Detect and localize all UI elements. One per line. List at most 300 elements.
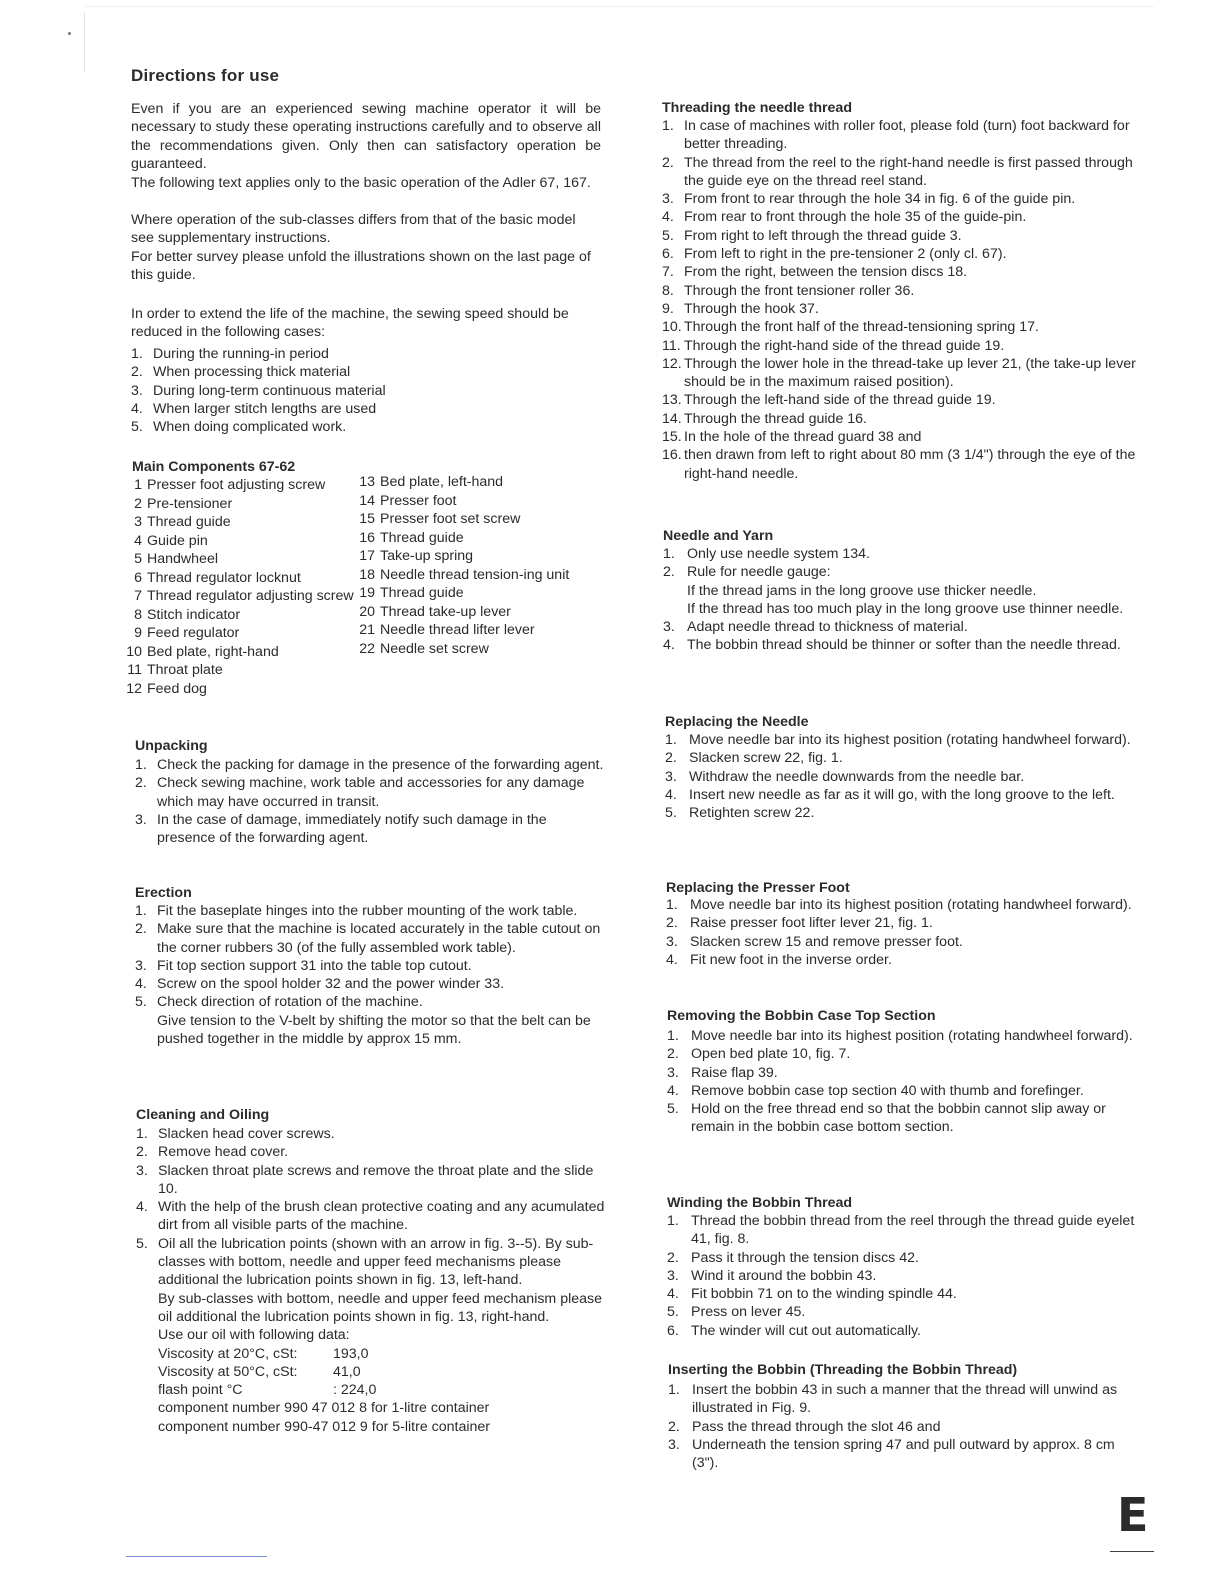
item-number: 2 xyxy=(134,495,142,512)
item-text: Take-up spring xyxy=(380,548,474,564)
speed-intro: In order to extend the life of the machine, the sewing speed should be reduced in the following cases: xyxy=(131,306,569,341)
item-number: 7 xyxy=(134,588,142,604)
list-item xyxy=(136,1162,610,1199)
item-text: Wind it around the bobbin 43. xyxy=(691,1267,877,1284)
list-item xyxy=(135,774,607,811)
oil-value: : 224,0 xyxy=(333,1382,377,1399)
inserting-list xyxy=(668,1381,1140,1472)
list-item xyxy=(122,569,370,588)
item-number: 1. xyxy=(135,757,147,773)
item-number: 9. xyxy=(662,300,674,317)
item-text: then drawn from left to right about 80 mm (3 1/4") through the eye of the right-hand needle. xyxy=(684,447,1136,482)
item-text: Open bed plate 10, fig. 7. xyxy=(691,1046,851,1063)
item-number: 1. xyxy=(662,118,674,134)
list-item xyxy=(662,227,1140,245)
item-text: When processing thick material xyxy=(153,364,351,381)
item-number: 5. xyxy=(662,227,674,244)
list-item xyxy=(122,606,370,625)
item-text: Slacken throat plate screws and remove the throat plate and the slide 10. xyxy=(158,1162,594,1197)
list-item xyxy=(665,731,1139,749)
list-item xyxy=(662,154,1140,191)
list-item xyxy=(667,1285,1140,1303)
item-number: 5. xyxy=(131,419,143,436)
intro-paragraph-4: For better survey please unfold the illustrations shown on the last page of this guide. xyxy=(131,249,591,284)
item-number: 3. xyxy=(135,957,147,974)
item-text: Feed regulator xyxy=(147,625,240,641)
needle-rule-thick xyxy=(663,582,1139,600)
item-number: 4. xyxy=(665,786,677,803)
item-text: Fit top section support 31 into the table top cutout. xyxy=(157,957,472,974)
oil-label: Viscosity at 20°C, cSt: xyxy=(158,1345,298,1362)
list-item xyxy=(667,1267,1140,1285)
item-text: Move needle bar into its highest position (rotating handwheel forward). xyxy=(690,897,1132,913)
list-item xyxy=(662,428,1140,446)
item-text: From front to rear through the hole 34 in fig. 6 of the guide pin. xyxy=(684,191,1076,208)
list-item xyxy=(666,914,1140,932)
list-item xyxy=(662,208,1140,226)
oil-label: flash point °C xyxy=(158,1382,243,1399)
bobbin-case-heading: Removing the Bobbin Case Top Section xyxy=(667,1008,936,1024)
item-number: 1 xyxy=(134,477,142,493)
list-item xyxy=(667,1064,1140,1082)
item-text: Check sewing machine, work table and accessories for any damage which may have occurred in transit. xyxy=(157,775,585,810)
item-text: Hold on the free thread end so that the bobbin cannot slip away or remain in the bobbin case bottom section. xyxy=(691,1101,1106,1136)
item-number: 1. xyxy=(667,1028,679,1044)
item-text: Move needle bar into its highest position (rotating handwheel forward). xyxy=(691,1028,1133,1044)
item-number: 18 xyxy=(359,566,375,583)
item-number: 7. xyxy=(662,264,674,281)
item-number: 2. xyxy=(135,921,147,938)
item-text: Throat plate xyxy=(147,662,223,678)
list-item xyxy=(666,896,1140,914)
threading-heading: Threading the needle thread xyxy=(662,100,852,116)
item-text: With the help of the brush clean protective coating and any acumulated dirt from all visible parts of the machine. xyxy=(158,1199,605,1234)
list-item xyxy=(667,1100,1140,1137)
item-number: 2. xyxy=(662,154,674,171)
list-item xyxy=(355,621,585,640)
item-number: 3. xyxy=(662,191,674,208)
intro-paragraph-3: Where operation of the sub-classes differs from that of the basic model see supplementary instructions. xyxy=(131,212,576,247)
list-item xyxy=(135,902,607,920)
item-number: 5. xyxy=(667,1304,679,1321)
oil-viscosity-20 xyxy=(136,1345,610,1363)
item-text: Use our oil with following data: xyxy=(158,1327,350,1344)
item-text: Stitch indicator xyxy=(147,606,241,623)
components-list-left xyxy=(122,476,370,698)
winding-list xyxy=(667,1212,1140,1340)
list-item xyxy=(122,680,370,699)
list-item xyxy=(663,636,1139,654)
item-number: 21 xyxy=(359,622,375,638)
item-text: From the right, between the tension discs 18. xyxy=(684,264,968,281)
list-item xyxy=(135,756,607,774)
item-text: Presser foot xyxy=(380,492,457,509)
item-text: Bed plate, right-hand xyxy=(147,643,279,660)
item-text: By sub-classes with bottom, needle and upper feed mechanism please oil additional the lubrication points shown in fig. 13, right-hand. xyxy=(158,1290,603,1325)
list-item xyxy=(355,529,587,548)
unpacking-list xyxy=(135,756,607,847)
needle-yarn-heading: Needle and Yarn xyxy=(663,528,774,544)
item-number: 4. xyxy=(131,400,143,417)
item-text: Thread regulator adjusting screw xyxy=(147,588,354,604)
item-number: 1. xyxy=(131,346,143,362)
item-number: 3. xyxy=(136,1162,148,1179)
cleaning-list xyxy=(136,1125,610,1436)
list-item xyxy=(665,768,1139,786)
item-text: If the thread has too much play in the long groove use thinner needle. xyxy=(687,600,1124,617)
list-item xyxy=(135,920,607,957)
erection-list xyxy=(135,902,607,1048)
list-item xyxy=(135,957,607,975)
item-number: 2. xyxy=(668,1418,680,1435)
oil-label: Viscosity at 50°C, cSt: xyxy=(158,1363,298,1380)
item-number: 1. xyxy=(666,897,678,913)
item-number: 4. xyxy=(136,1199,148,1216)
item-text: Pass it through the tension discs 42. xyxy=(691,1249,919,1266)
item-text: Handwheel xyxy=(147,551,218,567)
item-number: 4. xyxy=(663,637,675,654)
erection-heading: Erection xyxy=(135,885,192,901)
list-item xyxy=(662,190,1140,208)
item-number: 3. xyxy=(663,619,675,636)
item-text: Remove bobbin case top section 40 with thumb and forefinger. xyxy=(691,1082,1084,1099)
list-item xyxy=(136,1143,610,1161)
list-item xyxy=(667,1322,1140,1340)
list-item xyxy=(135,975,607,993)
item-number: 11. xyxy=(662,337,681,354)
item-number: 8 xyxy=(134,606,142,623)
list-item xyxy=(662,318,1140,336)
item-text: Check the packing for damage in the presence of the forwarding agent. xyxy=(157,757,604,773)
item-text: Slacken head cover screws. xyxy=(158,1126,335,1142)
item-number: 20 xyxy=(359,603,375,620)
item-number: 6. xyxy=(662,246,674,263)
item-text: Needle thread lifter lever xyxy=(380,622,535,638)
oil-value: 41,0 xyxy=(333,1363,361,1380)
needle-yarn-list xyxy=(663,545,1139,655)
list-item xyxy=(668,1381,1140,1418)
item-text: Check direction of rotation of the machine. xyxy=(157,994,423,1011)
list-item xyxy=(667,1249,1140,1267)
list-item xyxy=(355,584,587,603)
item-text: Pass the thread through the slot 46 and xyxy=(692,1418,941,1435)
intro-paragraph-2: The following text applies only to the basic operation of the Adler 67, 167. xyxy=(131,175,591,191)
list-item xyxy=(663,545,1139,563)
list-item-note xyxy=(136,1290,610,1327)
item-number: 2. xyxy=(666,915,678,932)
list-item xyxy=(667,1045,1140,1063)
item-number: 5. xyxy=(136,1235,148,1252)
scan-blue-line xyxy=(126,1556,267,1557)
list-item xyxy=(667,1027,1140,1045)
item-number: 4. xyxy=(666,951,678,968)
list-item xyxy=(667,1212,1140,1249)
list-item xyxy=(662,410,1140,428)
needle-rule-thin xyxy=(663,600,1139,618)
item-text: Adapt needle thread to thickness of material. xyxy=(687,619,968,636)
item-text: Screw on the spool holder 32 and the power winder 33. xyxy=(157,976,505,993)
item-number: 9 xyxy=(134,625,142,641)
list-item xyxy=(667,1303,1140,1321)
item-text: Slacken screw 22, fig. 1. xyxy=(689,750,843,767)
list-item xyxy=(662,446,1140,483)
replace-foot-heading: Replacing the Presser Foot xyxy=(666,880,850,896)
item-text: During the running-in period xyxy=(153,346,329,362)
item-text: Rule for needle gauge: xyxy=(687,564,831,581)
list-item xyxy=(355,473,587,492)
item-text: If the thread jams in the long groove use thicker needle. xyxy=(687,582,1037,599)
item-text: Give tension to the V-belt by shifting the motor so that the belt can be pushed together in the middle by approx 15 mm. xyxy=(157,1012,591,1048)
item-text: In the hole of the thread guard 38 and xyxy=(684,429,922,446)
item-text: Insert the bobbin 43 in such a manner that the thread will unwind as illustrated in Fig. 9. xyxy=(692,1382,1118,1417)
item-text: Insert new needle as far as it will go, with the long groove to the left. xyxy=(689,786,1115,803)
item-text: Through the front tensioner roller 36. xyxy=(684,282,915,299)
list-item xyxy=(131,363,601,381)
item-text: Fit bobbin 71 on to the winding spindle 44. xyxy=(691,1286,957,1303)
item-text: In the case of damage, immediately notify such damage in the presence of the forwarding agent. xyxy=(157,811,547,847)
item-text: Thread regulator locknut xyxy=(147,569,301,586)
item-number: 12. xyxy=(662,355,682,372)
list-item xyxy=(665,749,1139,767)
item-number: 5 xyxy=(134,551,142,567)
list-item xyxy=(665,804,1139,822)
item-number: 3. xyxy=(131,382,143,399)
item-text: Thread the bobbin thread from the reel through the thread guide eyelet 41, fig. 8. xyxy=(691,1213,1135,1248)
list-item xyxy=(355,510,587,529)
list-item xyxy=(662,300,1140,318)
speed-list xyxy=(131,345,601,436)
list-item xyxy=(662,245,1140,263)
item-number: 3. xyxy=(668,1436,680,1453)
item-text: The thread from the reel to the right-hand needle is first passed through the guide eye on the thread reel stand. xyxy=(684,154,1133,189)
item-number: 16. xyxy=(662,447,682,464)
item-text: Slacken screw 15 and remove presser foot. xyxy=(690,933,963,950)
item-number: 14 xyxy=(359,492,375,509)
list-item xyxy=(122,661,370,680)
item-text: Oil all the lubrication points (shown with an arrow in fig. 3--5). By sub-classes with bottom, needle and upper feed mechanisms please additional the lubrication points shown in fig. 13, left-hand. xyxy=(158,1235,594,1289)
oil-flash-point xyxy=(136,1381,610,1399)
components-list-right xyxy=(355,473,587,658)
item-text: The winder will cut out automatically. xyxy=(691,1322,921,1339)
scan-speck xyxy=(68,32,71,35)
item-number: 3. xyxy=(135,811,147,828)
scan-top-edge xyxy=(84,6,1154,7)
item-number: 12 xyxy=(126,680,142,697)
list-item xyxy=(135,993,607,1011)
item-text: Thread guide xyxy=(380,585,464,601)
item-text: From rear to front through the hole 35 of the guide-pin. xyxy=(684,209,1027,226)
list-item xyxy=(662,117,1140,154)
page-section-letter: E xyxy=(1117,1488,1149,1542)
item-number: 6 xyxy=(134,569,142,586)
item-text: Pre-tensioner xyxy=(147,495,233,512)
item-number: 5. xyxy=(135,994,147,1011)
list-item xyxy=(136,1125,610,1143)
item-number: 4. xyxy=(667,1286,679,1303)
item-text: Presser foot set screw xyxy=(380,511,521,527)
item-number: 1. xyxy=(667,1213,679,1229)
intro-paragraph-1: Even if you are an experienced sewing machine operator it will be necessary to study these operating instructions carefully and to observe all the recommendations given. Only then can satisfactory operation be guaranteed. xyxy=(131,101,601,172)
replace-needle-list xyxy=(665,731,1139,822)
item-text: Through the lower hole in the thread-take up lever 21, (the take-up lever should be in the maximum raised position). xyxy=(684,355,1136,391)
list-item xyxy=(131,400,601,418)
item-number: 3 xyxy=(134,514,142,530)
item-number: 2. xyxy=(667,1046,679,1063)
item-text: Guide pin xyxy=(147,532,208,549)
item-text: Presser foot adjusting screw xyxy=(147,477,326,493)
list-item xyxy=(667,1082,1140,1100)
list-item xyxy=(131,382,601,400)
list-item xyxy=(122,587,357,606)
item-text: When doing complicated work. xyxy=(153,419,347,436)
item-number: 4. xyxy=(667,1082,679,1099)
list-item xyxy=(662,391,1140,409)
list-item xyxy=(662,263,1140,281)
item-text: Thread guide xyxy=(380,529,464,546)
item-number: 3. xyxy=(665,768,677,785)
bottom-rule xyxy=(1110,1551,1154,1552)
item-text: Withdraw the needle downwards from the needle bar. xyxy=(689,768,1025,785)
item-number: 1. xyxy=(135,903,147,919)
oil-viscosity-50 xyxy=(136,1363,610,1381)
item-number: 13 xyxy=(359,474,375,490)
item-number: 8. xyxy=(662,282,674,299)
item-text: Through the left-hand side of the thread guide 19. xyxy=(684,392,996,409)
item-number: 13. xyxy=(662,392,682,409)
item-text: During long-term continuous material xyxy=(153,382,386,399)
item-text: The bobbin thread should be thinner or softer than the needle thread. xyxy=(687,637,1121,654)
list-item xyxy=(663,563,1139,581)
list-item xyxy=(122,550,370,569)
item-number: 2. xyxy=(131,364,143,381)
item-number: 11 xyxy=(127,662,142,678)
item-number: 16 xyxy=(359,529,375,546)
list-item xyxy=(663,618,1139,636)
component-number-2 xyxy=(136,1418,610,1436)
item-text: Needle thread tension-ing unit xyxy=(380,566,570,583)
page-title: Directions for use xyxy=(131,66,280,85)
item-number: 2. xyxy=(665,750,677,767)
list-item xyxy=(662,337,1140,355)
list-item xyxy=(136,1235,610,1290)
list-item xyxy=(355,640,587,659)
item-number: 3. xyxy=(667,1064,679,1081)
item-number: 17 xyxy=(359,548,375,564)
list-item xyxy=(355,603,587,622)
list-item xyxy=(668,1436,1140,1473)
item-text: From left to right in the pre-tensioner 2 (only cl. 67). xyxy=(684,246,1007,263)
item-text: Thread take-up lever xyxy=(380,603,511,620)
item-text: From right to left through the thread guide 3. xyxy=(684,227,962,244)
item-text: Remove head cover. xyxy=(158,1144,289,1161)
replace-foot-list xyxy=(666,896,1140,969)
inserting-heading: Inserting the Bobbin (Threading the Bobbin Thread) xyxy=(668,1362,1018,1378)
list-item xyxy=(668,1418,1140,1436)
item-text: Raise flap 39. xyxy=(691,1064,778,1081)
list-item xyxy=(662,282,1140,300)
list-item xyxy=(355,547,587,566)
scan-margin-line xyxy=(84,12,85,72)
item-number: 4 xyxy=(134,532,142,549)
item-text: In case of machines with roller foot, please fold (turn) foot backward for better threading. xyxy=(684,118,1130,153)
item-number: 5. xyxy=(667,1101,679,1118)
oil-value: 193,0 xyxy=(333,1345,369,1362)
item-text: Move needle bar into its highest position (rotating handwheel forward). xyxy=(689,732,1131,748)
list-item xyxy=(355,492,587,511)
threading-list xyxy=(662,117,1140,483)
item-number: 5. xyxy=(665,805,677,822)
item-number: 3. xyxy=(667,1267,679,1284)
item-number: 15 xyxy=(359,511,375,527)
item-number: 6. xyxy=(667,1322,679,1339)
item-text: Needle set screw xyxy=(380,640,489,657)
item-text: Raise presser foot lifter lever 21, fig. 1. xyxy=(690,915,933,932)
replace-needle-heading: Replacing the Needle xyxy=(665,714,809,730)
list-item xyxy=(131,345,601,363)
list-item xyxy=(122,513,370,532)
list-item xyxy=(665,786,1139,804)
list-item xyxy=(131,418,601,436)
item-text: Fit new foot in the inverse order. xyxy=(690,951,892,968)
item-text: Through the thread guide 16. xyxy=(684,410,867,427)
item-number: 1. xyxy=(663,546,675,562)
item-number: 2. xyxy=(663,564,675,581)
item-text: When larger stitch lengths are used xyxy=(153,400,377,417)
item-text: Press on lever 45. xyxy=(691,1304,806,1321)
item-text: Only use needle system 134. xyxy=(687,546,870,562)
cleaning-heading: Cleaning and Oiling xyxy=(136,1107,270,1123)
item-text: Feed dog xyxy=(147,680,207,697)
item-number: 1. xyxy=(136,1126,148,1142)
item-text: Fit the baseplate hinges into the rubber mounting of the work table. xyxy=(157,903,578,919)
list-item xyxy=(122,624,370,643)
list-item xyxy=(122,476,370,495)
item-number: 2. xyxy=(136,1144,148,1161)
item-number: 14. xyxy=(662,410,682,427)
component-number-1 xyxy=(136,1399,610,1417)
list-item-note xyxy=(135,1012,607,1049)
unpacking-heading: Unpacking xyxy=(135,738,208,754)
item-number: 15. xyxy=(662,429,682,446)
list-item xyxy=(662,355,1140,392)
list-item-note xyxy=(136,1326,610,1344)
item-text: Underneath the tension spring 47 and pull outward by approx. 8 cm (3"). xyxy=(692,1436,1115,1472)
list-item xyxy=(355,566,575,585)
item-number: 10 xyxy=(126,643,142,660)
item-text: Through the front half of the thread-tensioning spring 17. xyxy=(684,319,1039,336)
list-item xyxy=(136,1198,610,1235)
components-heading: Main Components 67-62 xyxy=(132,459,296,475)
item-text: Thread guide xyxy=(147,514,231,530)
item-text: Bed plate, left-hand xyxy=(380,474,504,490)
item-text: component number 990 47 012 8 for 1-litre container xyxy=(158,1400,490,1417)
item-number: 2. xyxy=(667,1249,679,1266)
item-text: Through the right-hand side of the thread guide 19. xyxy=(684,337,1005,354)
list-item xyxy=(122,643,370,662)
item-number: 3. xyxy=(666,933,678,950)
list-item xyxy=(122,495,370,514)
item-number: 4. xyxy=(662,209,674,226)
bobbin-case-list xyxy=(667,1027,1140,1137)
winding-heading: Winding the Bobbin Thread xyxy=(667,1195,853,1211)
item-number: 19 xyxy=(359,585,375,601)
item-text: Retighten screw 22. xyxy=(689,805,815,822)
item-number: 4. xyxy=(135,976,147,993)
item-number: 2. xyxy=(135,775,147,792)
list-item xyxy=(122,532,370,551)
list-item xyxy=(666,951,1140,969)
item-text: component number 990-47 012 9 for 5-litre container xyxy=(158,1418,491,1435)
